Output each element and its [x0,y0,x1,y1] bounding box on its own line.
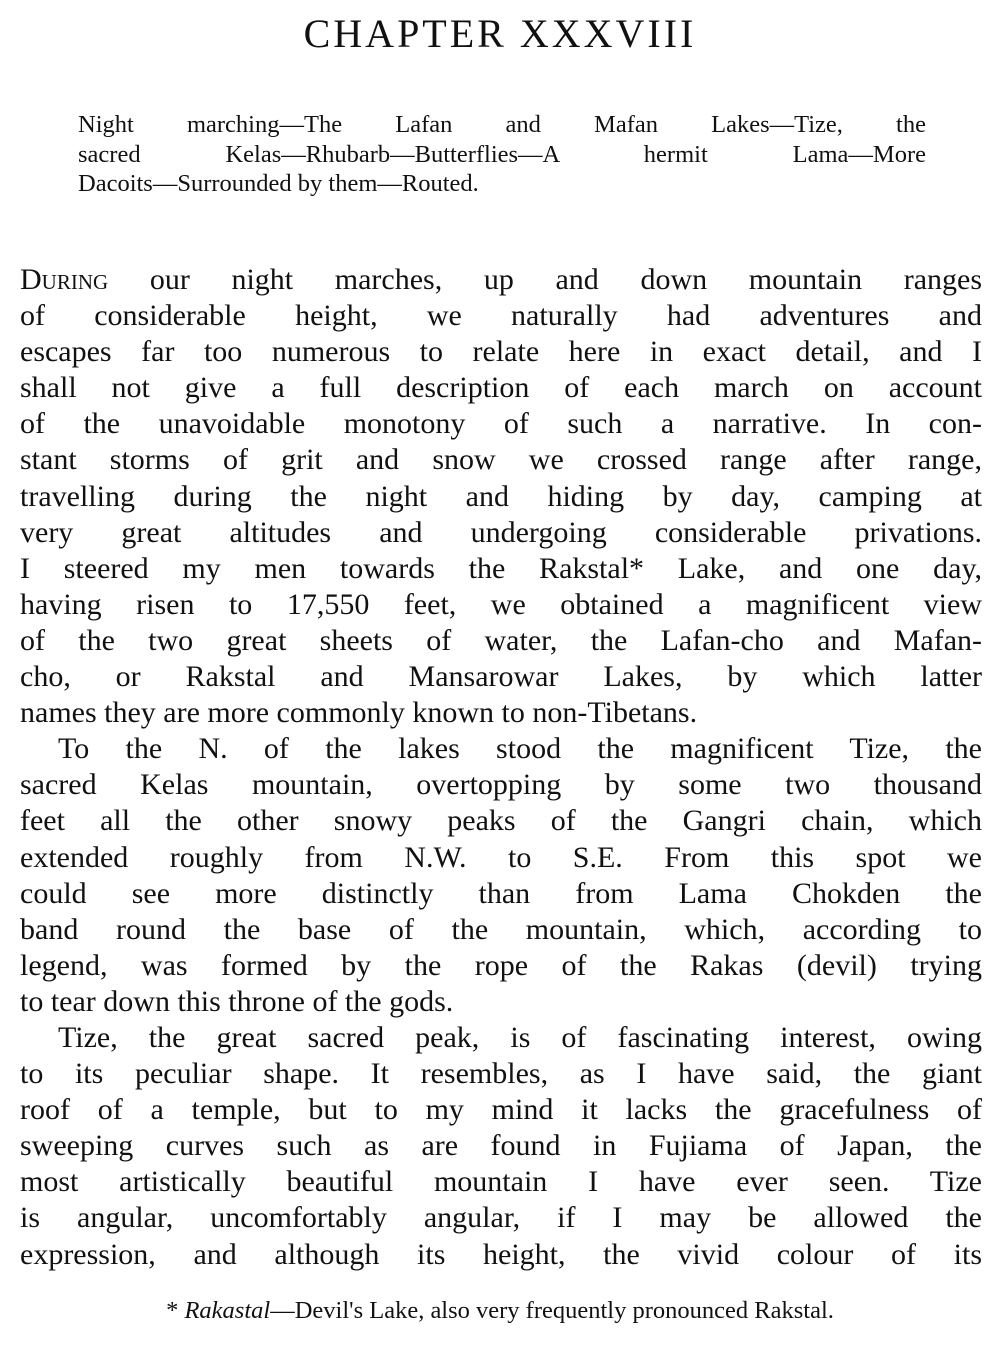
paragraph-line: to tear down this throne of the gods. [20,984,454,1018]
footnote [0,1296,1000,1326]
paragraph-line: names they are more commonly known to non-Tibetans. [20,696,698,730]
footnote-term: Rakastal [184,1297,271,1324]
paragraph-line: feet all the other snowy peaks of the Gangri chain, which [20,804,982,838]
opening-word: During [20,263,109,296]
paragraph-line: roof of a temple, but to my mind it lacks the gracefulness of [20,1093,982,1127]
synopsis-line: Dacoits—Surrounded by them—Routed. [78,170,479,197]
paragraph-line: I steered my men towards the Rakstal* Lake, and one day, [20,551,982,585]
paragraph-line: cho, or Rakstal and Mansarowar Lakes, by which latter [20,660,982,694]
paragraph-line: sweeping curves such as are found in Fujiama of Japan, the [20,1129,982,1163]
paragraph-2 [20,731,982,1020]
paragraph-line: very great altitudes and undergoing considerable privations. [20,515,982,549]
paragraph-line: extended roughly from N.W. to S.E. From this spot we [20,840,982,874]
paragraph-line: band round the base of the mountain, which, according to [20,912,982,946]
synopsis-line: Night marching—The Lafan and Mafan Lakes—Tize, the [78,111,926,138]
paragraph-line-text: our night marches, up and down mountain ranges [108,263,982,296]
chapter-title: CHAPTER XXXVIII [303,11,697,56]
paragraph-line: of the unavoidable monotony of such a narrative. In con- [20,407,982,441]
paragraph-line: escapes far too numerous to relate here in exact detail, and I [20,335,982,369]
paragraph-1 [20,262,982,731]
paragraph-line: travelling during the night and hiding by day, camping at [20,479,982,513]
paragraph-line: is angular, uncomfortably angular, if I may be allowed the [20,1201,982,1235]
footnote-marker: * [166,1297,185,1324]
paragraph-line: having risen to 17,550 feet, we obtained a magnificent view [20,587,982,621]
paragraph-line: could see more distinctly than from Lama Chokden the [20,876,982,910]
paragraph-line: stant storms of grit and snow we crossed range after range, [20,443,982,477]
paragraph-line: of the two great sheets of water, the Lafan-cho and Mafan- [20,623,982,657]
paragraph-line: legend, was formed by the rope of the Rakas (devil) trying [20,948,982,982]
paragraph-line: shall not give a full description of each march on account [20,371,982,405]
paragraph-3 [20,1020,982,1273]
paragraph-line: sacred Kelas mountain, overtopping by some two thousand [20,768,982,802]
paragraph-line: To the N. of the lakes stood the magnificent Tize, the [58,732,982,766]
paragraph-line: of considerable height, we naturally had adventures and [20,299,982,333]
paragraph-line: most artistically beautiful mountain I have ever seen. Tize [20,1165,982,1199]
synopsis-line: sacred Kelas—Rhubarb—Butterflies—A hermit Lama—More [78,140,926,168]
paragraph-line: expression, and although its height, the vivid colour of its [20,1237,982,1271]
paragraph-line: Tize, the great sacred peak, is of fascinating interest, owing [58,1020,982,1054]
paragraph-line [20,262,982,298]
chapter-body [20,262,982,1273]
chapter-synopsis [78,110,926,199]
paragraph-line: to its peculiar shape. It resembles, as I have said, the giant [20,1057,982,1091]
footnote-text: —Devil's Lake, also very frequently pronounced Rakstal. [270,1297,834,1324]
